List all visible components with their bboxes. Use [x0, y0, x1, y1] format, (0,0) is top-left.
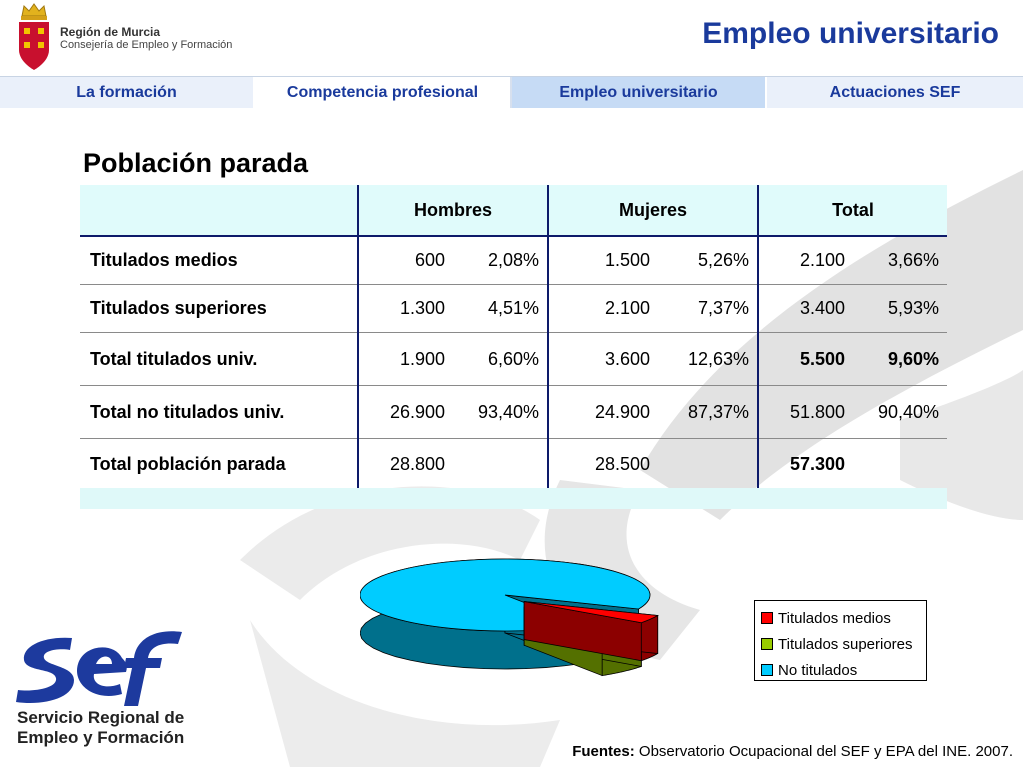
cell-mujeres-pct: [658, 439, 758, 491]
section-title: Población parada: [83, 148, 309, 178]
legend-label: No titulados: [778, 661, 858, 679]
legend-swatch-red: [761, 612, 773, 624]
cell-hombres-pct: [453, 439, 548, 491]
legend-label: Titulados superiores: [778, 635, 913, 653]
cell-mujeres: 2.100: [548, 285, 658, 333]
cell-mujeres: 24.900: [548, 386, 658, 439]
legend-swatch-green: [761, 638, 773, 650]
page-title: Empleo universitario: [702, 17, 999, 50]
sources-label: Fuentes:: [572, 743, 635, 760]
cell-mujeres-pct: 87,37%: [658, 386, 758, 439]
table-row: [80, 285, 947, 333]
sef-name-line1: Servicio Regional de: [17, 708, 185, 727]
cell-hombres-pct: 4,51%: [453, 285, 548, 333]
cell-total-pct: 9,60%: [853, 333, 947, 386]
cell-hombres: 1.300: [358, 285, 453, 333]
cell-mujeres-pct: 12,63%: [658, 333, 758, 386]
table-row: [80, 236, 947, 285]
region-murcia-crest-icon: [14, 2, 54, 74]
cell-hombres: 26.900: [358, 386, 453, 439]
cell-mujeres: 28.500: [548, 439, 658, 491]
cell-total: 5.500: [758, 333, 853, 386]
cell-total: 3.400: [758, 285, 853, 333]
table-row: [80, 386, 947, 439]
cell-hombres: 1.900: [358, 333, 453, 386]
header-mujeres: Mujeres: [548, 185, 758, 236]
cell-total-pct: 3,66%: [853, 236, 947, 285]
legend-label: Titulados medios: [778, 609, 891, 627]
tab-la-formacion[interactable]: La formación: [0, 77, 255, 108]
legend-item: [761, 631, 926, 657]
sources-note: [572, 743, 1013, 760]
tab-empleo-universitario[interactable]: Empleo universitario: [512, 77, 767, 108]
cell-total: 57.300: [758, 439, 853, 491]
legend-item: [761, 657, 926, 683]
header-total: Total: [758, 185, 947, 236]
table-row: [80, 333, 947, 386]
cell-hombres: 600: [358, 236, 453, 285]
cell-total: 51.800: [758, 386, 853, 439]
cell-hombres-pct: 6,60%: [453, 333, 548, 386]
row-label: Titulados superiores: [80, 285, 358, 333]
row-label: Total no titulados univ.: [80, 386, 358, 439]
chart-legend: [754, 600, 927, 681]
cell-hombres-pct: 93,40%: [453, 386, 548, 439]
row-label: Titulados medios: [80, 236, 358, 285]
row-label: Total población parada: [80, 439, 358, 491]
tab-competencia-profesional[interactable]: Competencia profesional: [255, 77, 512, 108]
row-label: Total titulados univ.: [80, 333, 358, 386]
unemployment-table: [80, 185, 947, 491]
cell-total: 2.100: [758, 236, 853, 285]
tab-actuaciones-sef[interactable]: Actuaciones SEF: [767, 77, 1023, 108]
cell-mujeres: 3.600: [548, 333, 658, 386]
cell-total-pct: [853, 439, 947, 491]
org-subtitle: Consejería de Empleo y Formación: [60, 39, 233, 51]
sef-logo: [14, 628, 184, 708]
cell-total-pct: 5,93%: [853, 285, 947, 333]
nav-bar: [0, 76, 1023, 108]
org-name: Región de Murcia: [60, 25, 161, 39]
cell-total-pct: 90,40%: [853, 386, 947, 439]
table-footer-band: [80, 488, 947, 509]
cell-mujeres-pct: 5,26%: [658, 236, 758, 285]
table-row: [80, 439, 947, 491]
cell-mujeres-pct: 7,37%: [658, 285, 758, 333]
pie-chart: [360, 555, 670, 695]
sef-name-line2: Empleo y Formación: [17, 728, 185, 747]
cell-mujeres: 1.500: [548, 236, 658, 285]
legend-swatch-cyan: [761, 664, 773, 676]
cell-hombres-pct: 2,08%: [453, 236, 548, 285]
header-hombres: Hombres: [358, 185, 548, 236]
sources-text: Observatorio Ocupacional del SEF y EPA del INE. 2007.: [634, 743, 1013, 760]
header-empty: [80, 185, 358, 236]
table-header-row: [80, 185, 947, 236]
cell-hombres: 28.800: [358, 439, 453, 491]
legend-item: [761, 605, 926, 631]
